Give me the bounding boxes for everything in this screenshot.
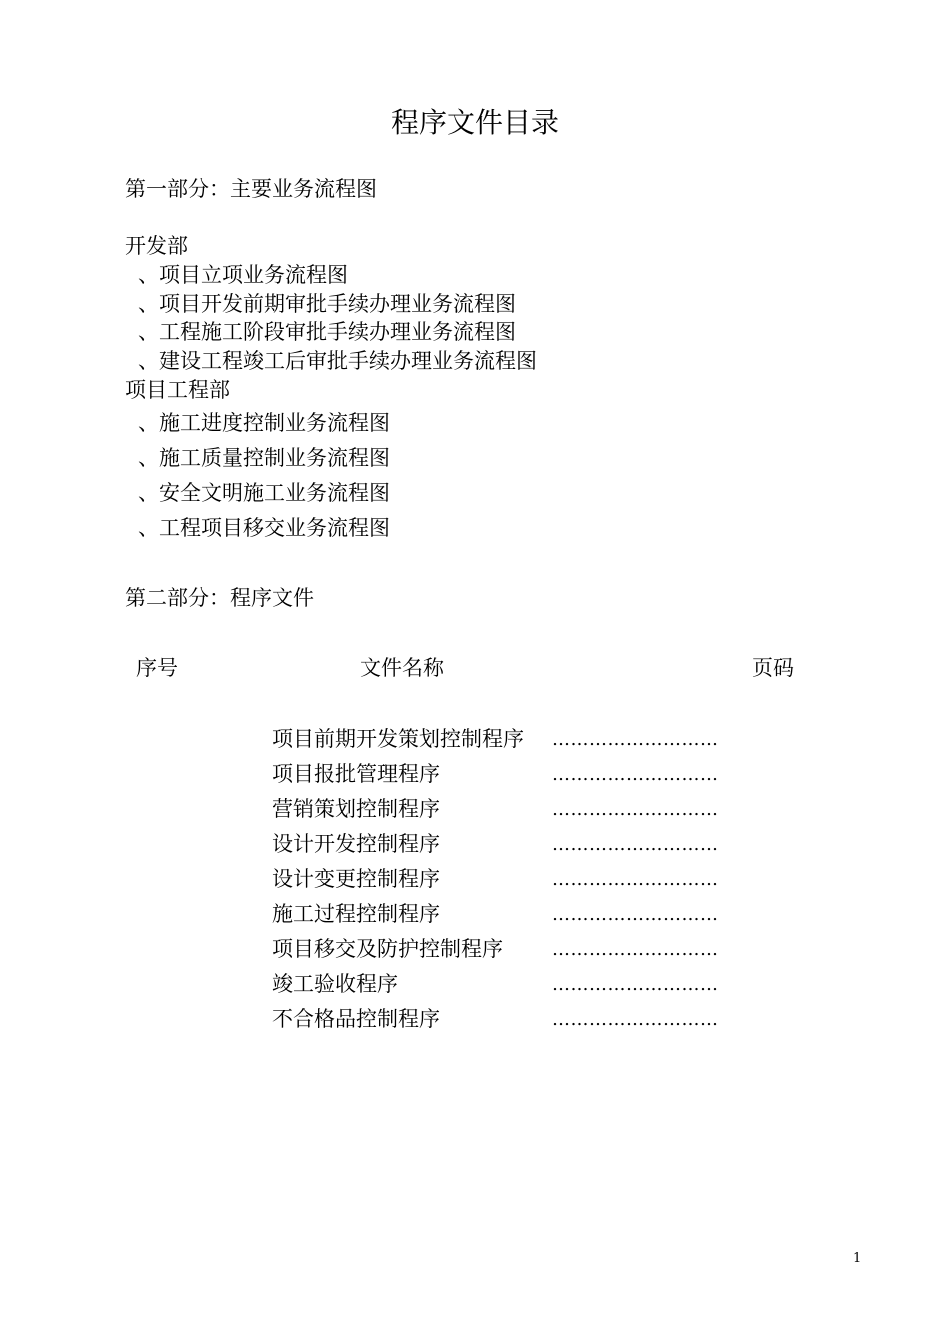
list-item: 、项目立项业务流程图 — [138, 263, 348, 287]
part1-heading: 第一部分：主要业务流程图 — [125, 177, 377, 201]
toc-row-leader: ……………………… — [552, 904, 719, 925]
toc-row-leader: ……………………… — [552, 764, 719, 785]
toc-row-name: 营销策划控制程序 — [272, 797, 440, 821]
dept-project-engineering: 项目工程部 — [125, 378, 230, 402]
toc-row-name: 项目报批管理程序 — [272, 762, 440, 786]
list-item: 、工程项目移交业务流程图 — [138, 516, 390, 540]
list-item: 、建设工程竣工后审批手续办理业务流程图 — [138, 349, 537, 373]
toc-row-name: 设计开发控制程序 — [272, 832, 440, 856]
list-item: 、项目开发前期审批手续办理业务流程图 — [138, 292, 516, 316]
toc-row-name: 项目前期开发策划控制程序 — [272, 727, 524, 751]
column-header-name: 文件名称 — [360, 656, 444, 680]
list-item: 、施工质量控制业务流程图 — [138, 446, 390, 470]
toc-row-leader: ……………………… — [552, 799, 719, 820]
toc-row-leader: ……………………… — [552, 974, 719, 995]
toc-row-leader: ……………………… — [552, 939, 719, 960]
column-header-page: 页码 — [752, 656, 794, 680]
column-header-number: 序号 — [136, 656, 178, 680]
toc-row-leader: ……………………… — [552, 834, 719, 855]
list-item: 、工程施工阶段审批手续办理业务流程图 — [138, 320, 516, 344]
toc-row-name: 不合格品控制程序 — [272, 1007, 440, 1031]
list-item: 、安全文明施工业务流程图 — [138, 481, 390, 505]
page-number: 1 — [853, 1251, 862, 1266]
toc-row-leader: ……………………… — [552, 729, 719, 750]
toc-row-name: 施工过程控制程序 — [272, 902, 440, 926]
toc-row-name: 项目移交及防护控制程序 — [272, 937, 503, 961]
page-title: 程序文件目录 — [390, 106, 559, 139]
toc-row-name: 竣工验收程序 — [272, 972, 398, 996]
part2-heading: 第二部分：程序文件 — [125, 586, 314, 610]
dept-development: 开发部 — [125, 234, 188, 258]
toc-row-leader: ……………………… — [552, 1009, 719, 1030]
list-item: 、施工进度控制业务流程图 — [138, 411, 390, 435]
toc-row-leader: ……………………… — [552, 869, 719, 890]
toc-row-name: 设计变更控制程序 — [272, 867, 440, 891]
